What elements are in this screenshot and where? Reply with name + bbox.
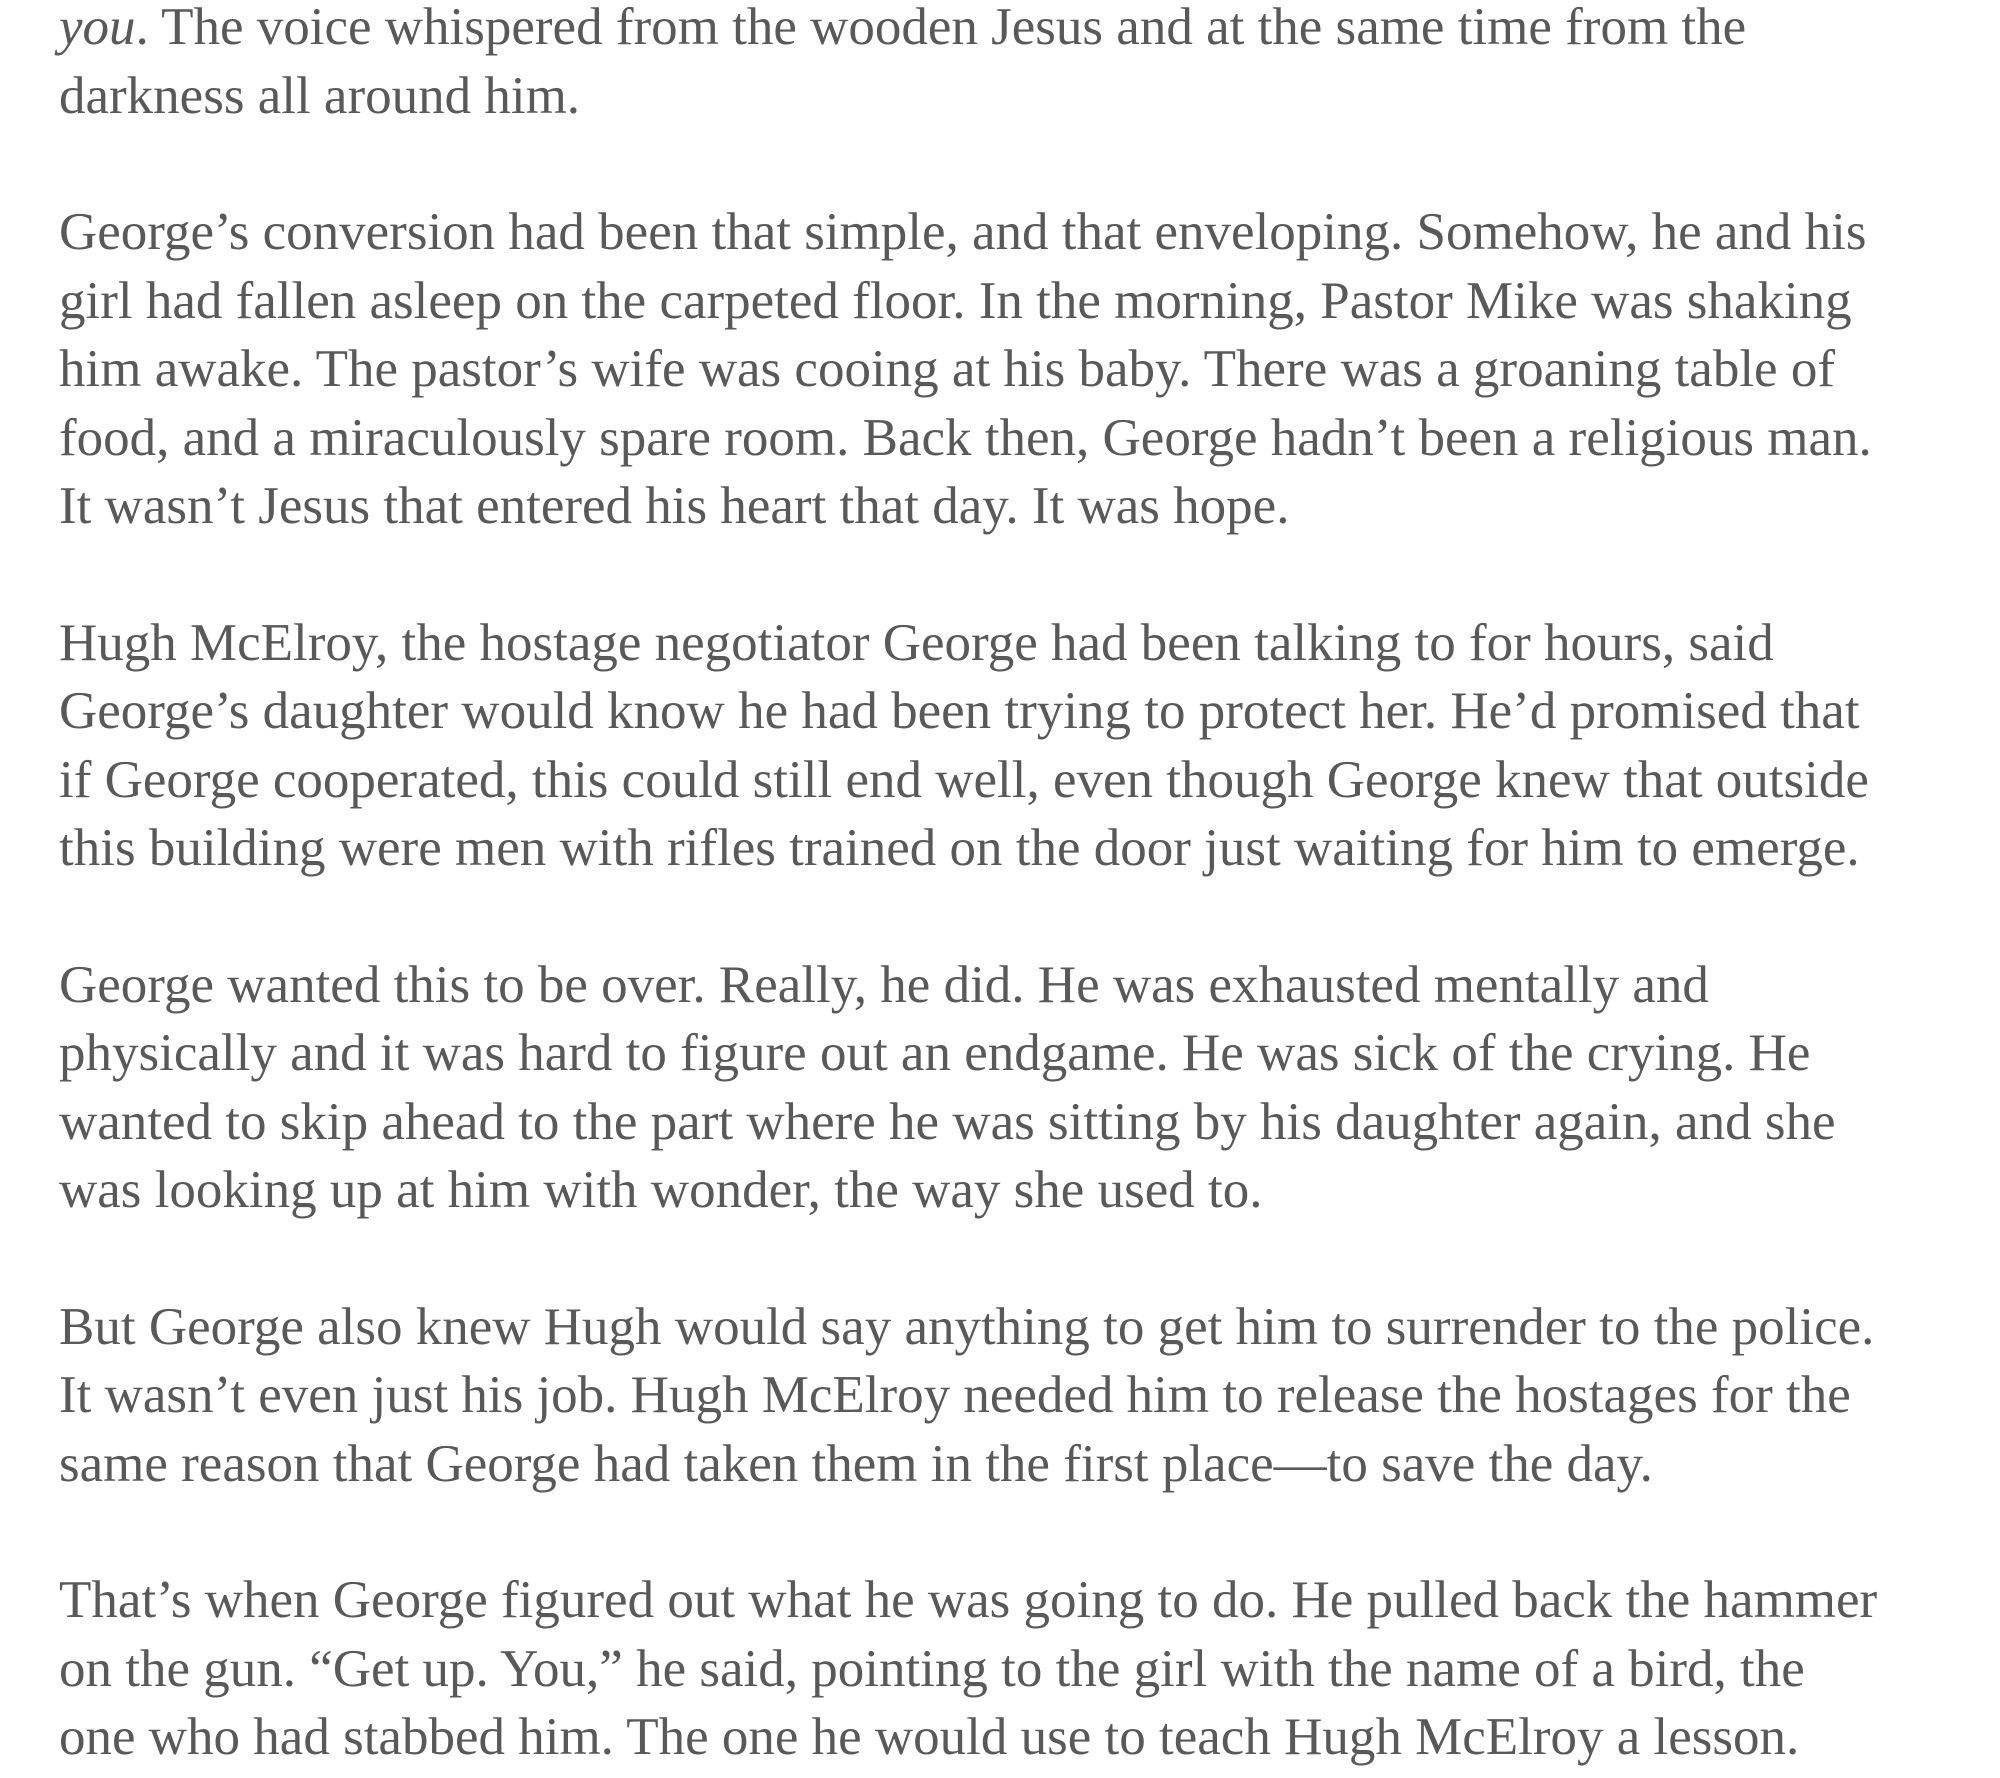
paragraph-1 (59, 0, 1940, 130)
paragraph-4 (59, 951, 1940, 1225)
text-line: physically and it was hard to figure out an endgame. He was sick of the crying. He (59, 1024, 1811, 1082)
text-line: food, and a miraculously spare room. Back then, George hadn’t been a religious man. (59, 408, 1872, 467)
text-line: one who had stabbed him. The one he would use to teach Hugh McElroy a lesson. (59, 1708, 1800, 1766)
paragraph-6 (59, 1566, 1940, 1772)
text-line: girl had fallen asleep on the carpeted floor. In the morning, Pastor Mike was shaking (59, 271, 1852, 330)
text-line: It wasn’t Jesus that entered his heart that day. It was hope. (59, 477, 1290, 535)
text-line: darkness all around him. (59, 66, 581, 125)
text-line: It wasn’t even just his job. Hugh McElroy needed him to release the hostages for the (59, 1366, 1851, 1424)
text-line: But George also knew Hugh would say anything to get him to surrender to the police. (59, 1297, 1875, 1356)
text-line: That’s when George figured out what he was going to do. He pulled back the hammer (59, 1571, 1878, 1629)
text-line: if George cooperated, this could still end well, even though George knew that outside (59, 750, 1869, 809)
text-line: George’s daughter would know he had been trying to protect her. He’d promised that (59, 682, 1860, 740)
text-line: him awake. The pastor’s wife was cooing at his baby. There was a groaning table of (59, 340, 1835, 398)
italic-word: you (59, 0, 136, 56)
text-line: was looking up at him with wonder, the way she used to. (59, 1161, 1263, 1219)
text-line: wanted to skip ahead to the part where he was sitting by his daughter again, and she (59, 1092, 1836, 1151)
text-line: Hugh McElroy, the hostage negotiator George had been talking to for hours, said (59, 613, 1774, 672)
text-line: on the gun. “Get up. You,” he said, pointing to the girl with the name of a bird, the (59, 1639, 1805, 1698)
text-line: same reason that George had taken them in the first place—to save the day. (59, 1434, 1653, 1493)
paragraph-3 (59, 609, 1940, 883)
text-line: this building were men with rifles trained on the door just waiting for him to emerge. (59, 819, 1860, 877)
text-line (59, 0, 1940, 62)
paragraph-5 (59, 1293, 1940, 1499)
text-line: George’s conversion had been that simple, and that enveloping. Somehow, he and his (59, 203, 1867, 261)
line-text: . The voice whispered from the wooden Jesus and at the same time from the (135, 0, 1747, 56)
text-line: George wanted this to be over. Really, he did. He was exhausted mentally and (59, 955, 1709, 1014)
paragraph-2 (59, 198, 1940, 541)
